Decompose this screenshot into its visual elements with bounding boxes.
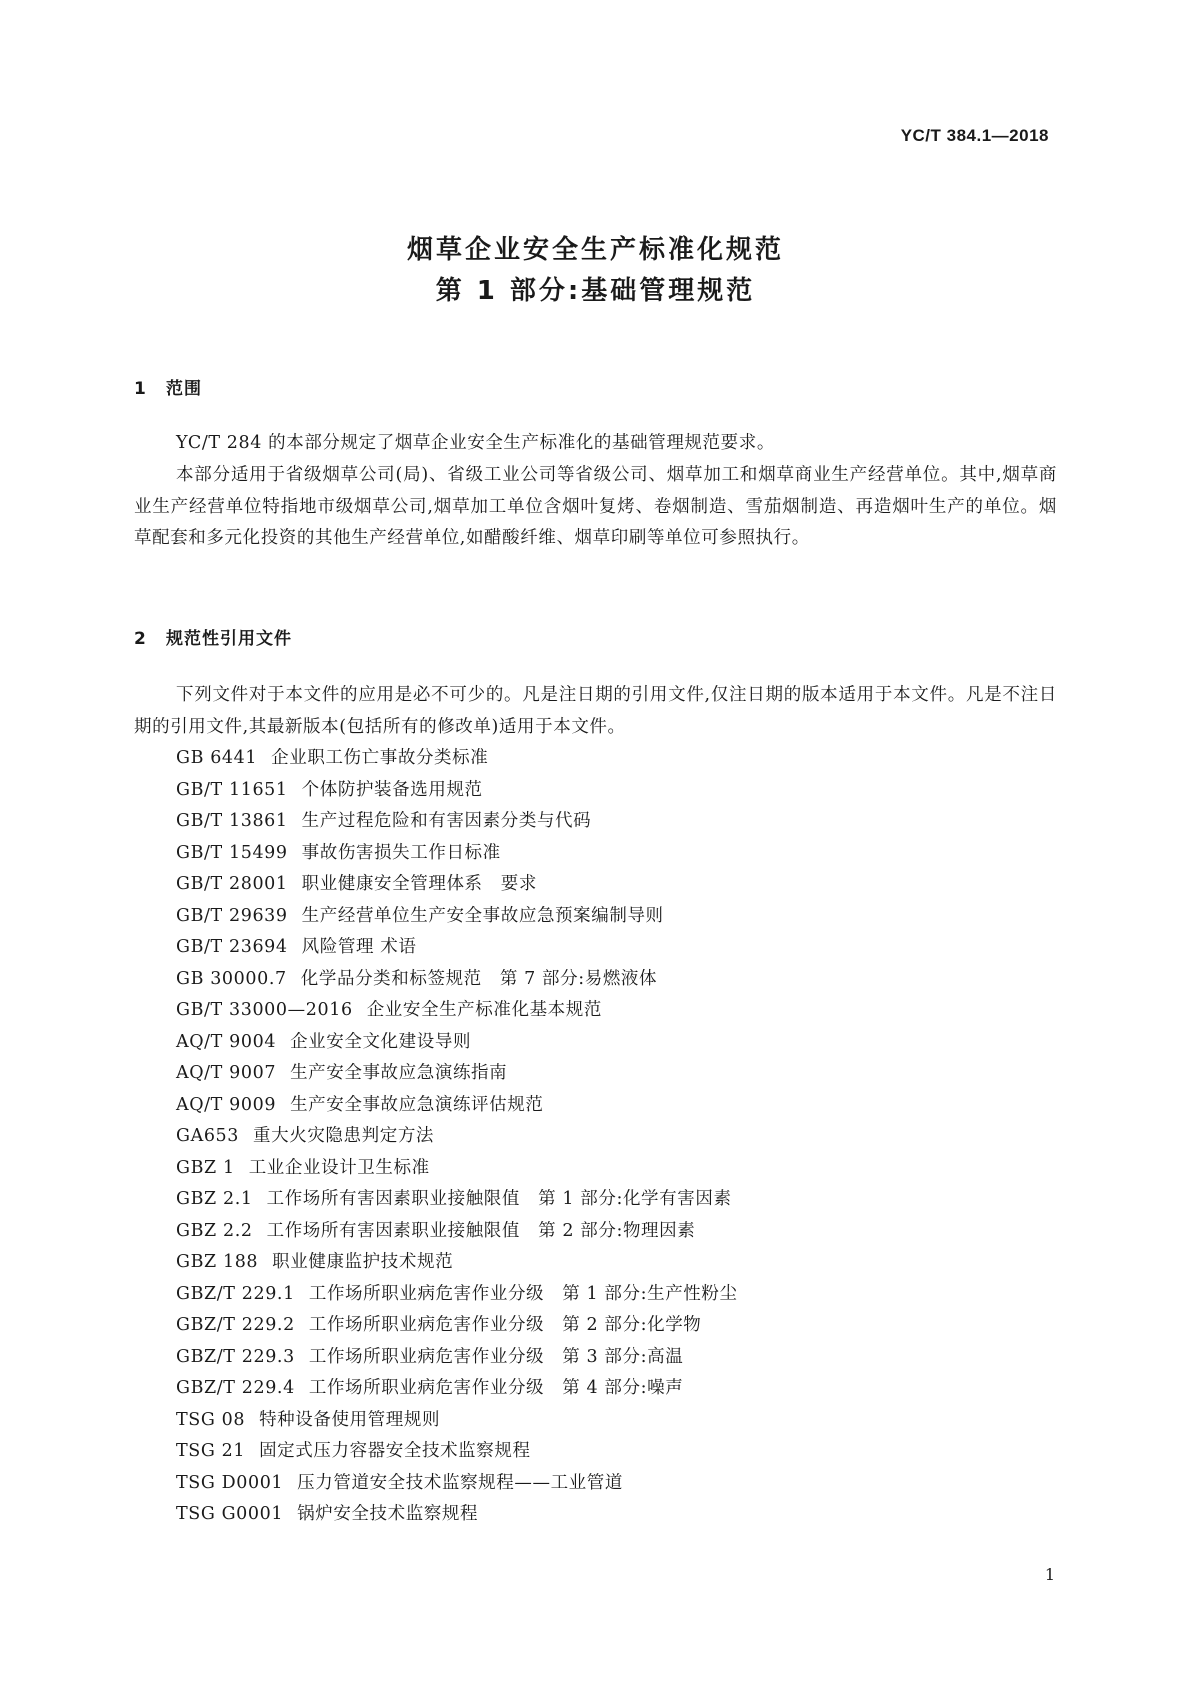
document-title: 烟草企业安全生产标准化规范	[406, 235, 784, 265]
reference-code: GBZ/T 229.1	[176, 1283, 295, 1304]
reference-title: 特种设备使用管理规则	[259, 1409, 441, 1430]
reference-item	[176, 743, 738, 775]
reference-item	[176, 1499, 738, 1531]
reference-item	[176, 1247, 738, 1279]
reference-item	[176, 1184, 738, 1216]
reference-code: GB/T 33000—2016	[176, 1000, 353, 1020]
reference-item	[176, 806, 738, 838]
reference-code: GB/T 23694	[176, 937, 288, 957]
section-title: 范围	[166, 379, 202, 399]
reference-title: 压力管道安全技术监察规程——工业管道	[297, 1472, 623, 1493]
reference-item	[176, 1058, 738, 1090]
reference-code: TSG 21	[176, 1441, 246, 1461]
reference-title: 生产安全事故应急演练评估规范	[290, 1094, 544, 1115]
reference-item	[176, 1090, 738, 1122]
reference-code: GB/T 15499	[176, 842, 288, 863]
reference-title: 生产经营单位生产安全事故应急预案编制导则	[301, 905, 664, 926]
reference-code: AQ/T 9009	[176, 1094, 277, 1115]
paragraph: YC/T 284 的本部分规定了烟草企业安全生产标准化的基础管理规范要求。	[176, 433, 775, 453]
reference-title: 企业安全文化建设导则	[290, 1031, 472, 1052]
reference-title: 工作场所职业病危害作业分级 第 2 部分:化学物	[308, 1315, 702, 1335]
reference-item	[176, 1373, 738, 1405]
reference-title: 重大火灾隐患判定方法	[253, 1126, 435, 1146]
reference-title: 工作场所职业病危害作业分级 第 1 部分:生产性粉尘	[308, 1283, 738, 1304]
reference-title: 工作场所职业病危害作业分级 第 3 部分:高温	[308, 1346, 684, 1367]
reference-code: GB/T 29639	[176, 905, 288, 926]
reference-item	[176, 1436, 738, 1468]
section-number: 2	[134, 629, 147, 649]
reference-title: 风险管理 术语	[301, 937, 417, 957]
reference-code: GB/T 28001	[176, 874, 288, 894]
reference-title: 事故伤害损失工作日标准	[301, 842, 501, 863]
reference-item	[176, 1279, 738, 1311]
document-subtitle: 第 1 部分:基础管理规范	[435, 276, 756, 306]
reference-code: TSG 08	[176, 1409, 246, 1430]
reference-title: 个体防护装备选用规范	[301, 779, 483, 800]
section-2-heading	[134, 624, 292, 649]
section-number: 1	[134, 379, 147, 399]
reference-item	[176, 1027, 738, 1059]
reference-item	[176, 869, 738, 901]
reference-item	[176, 1121, 738, 1153]
reference-item	[176, 838, 738, 870]
reference-code: GBZ 2.2	[176, 1220, 253, 1241]
reference-code: GB/T 11651	[176, 779, 288, 800]
reference-code: GB 6441	[176, 748, 258, 768]
reference-item	[176, 995, 738, 1027]
section-title: 规范性引用文件	[166, 629, 292, 649]
reference-title: 工作场所有害因素职业接触限值 第 1 部分:化学有害因素	[266, 1189, 732, 1209]
reference-code: TSG G0001	[176, 1504, 284, 1524]
reference-title: 职业健康安全管理体系 要求	[301, 874, 537, 894]
reference-code: TSG D0001	[176, 1472, 284, 1493]
paragraph: 本部分适用于省级烟草公司(局)、省级工业公司等省级公司、烟草加工和烟草商业生产经营单位。其中,烟草商业生产经营单位特指地市级烟草公司,烟草加工单位含烟叶复烤、卷烟制造、雪茄烟制造、再造烟叶生产的单位。烟草配套和多元化投资的其他生产经营单位,如醋酸纤维、烟草印刷等单位可参照执行。	[134, 465, 1057, 548]
reference-title: 生产安全事故应急演练指南	[290, 1063, 508, 1083]
reference-item	[176, 964, 738, 996]
reference-title: 企业安全生产标准化基本规范	[366, 1000, 602, 1020]
reference-item	[176, 775, 738, 807]
reference-item	[176, 901, 738, 933]
reference-item	[176, 1310, 738, 1342]
reference-title: 锅炉安全技术监察规程	[297, 1504, 479, 1524]
standard-code: YC/T 384.1—2018	[900, 126, 1049, 145]
reference-code: GB 30000.7	[176, 968, 287, 989]
reference-code: GBZ/T 229.2	[176, 1315, 295, 1335]
reference-code: GBZ/T 229.3	[176, 1346, 295, 1367]
reference-title: 职业健康监护技术规范	[272, 1252, 454, 1272]
reference-item	[176, 1342, 738, 1374]
reference-code: GBZ 1	[176, 1157, 235, 1178]
reference-title: 生产过程危险和有害因素分类与代码	[301, 811, 592, 831]
section-1-heading	[134, 374, 202, 399]
reference-title: 化学品分类和标签规范 第 7 部分:易燃液体	[300, 968, 658, 989]
reference-item	[176, 1468, 738, 1500]
paragraph: 下列文件对于本文件的应用是必不可少的。凡是注日期的引用文件,仅注日期的版本适用于本文件。凡是不注日期的引用文件,其最新版本(包括所有的修改单)适用于本文件。	[134, 685, 1057, 737]
reference-code: GBZ 2.1	[176, 1189, 253, 1209]
reference-title: 工作场所有害因素职业接触限值 第 2 部分:物理因素	[266, 1220, 696, 1241]
reference-code: GB/T 13861	[176, 811, 288, 831]
reference-title: 工作场所职业病危害作业分级 第 4 部分:噪声	[308, 1378, 684, 1398]
reference-code: AQ/T 9007	[176, 1063, 277, 1083]
reference-title: 工业企业设计卫生标准	[248, 1157, 430, 1178]
reference-list	[176, 743, 738, 1531]
reference-code: AQ/T 9004	[176, 1031, 277, 1052]
reference-code: GBZ/T 229.4	[176, 1378, 295, 1398]
reference-title: 企业职工伤亡事故分类标准	[271, 748, 489, 768]
reference-title: 固定式压力容器安全技术监察规程	[259, 1441, 531, 1461]
reference-item	[176, 1153, 738, 1185]
reference-code: GA653	[176, 1126, 240, 1146]
reference-item	[176, 1405, 738, 1437]
reference-item	[176, 932, 738, 964]
reference-item	[176, 1216, 738, 1248]
page-number: 1	[1044, 1565, 1055, 1584]
reference-code: GBZ 188	[176, 1252, 259, 1272]
